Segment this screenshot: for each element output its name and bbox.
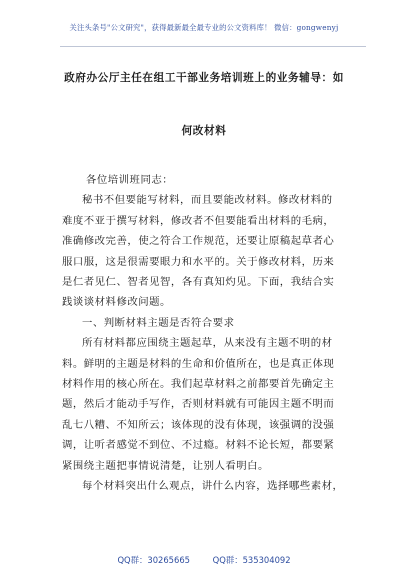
text-line: 调，让听者感觉不到位、不过瘾。材料不论长短，都要紧 [62,439,335,452]
text-line: 是仁者见仁、智者见智，各有真知灼见。下面，我结合实 [62,276,335,289]
document-body [62,170,368,497]
text-line: 紧围绕主题把事情说清楚，让别人看明白。 [62,459,269,472]
text-line: 服口服，这是很需要眼力和水平的。关于修改材料，历来 [62,255,335,268]
salutation: 各位培训班同志： [86,174,174,186]
footer-qq-group-2: QQ群：535304092 [212,555,291,565]
text-line: 乱七八糟、不知所云；该体现的没有体现，该强调的没强 [62,418,335,431]
footer-qq-group-1: QQ群：30265665 [117,555,190,565]
intro-paragraph [62,190,368,312]
section-paragraph [62,333,368,476]
section-heading: 一、判断材料主题是否符合要求 [82,316,235,329]
text-line: 所有材料都应围绕主题起草，从来没有主题不明的材 [82,337,333,350]
footer-contacts [0,554,408,566]
text-line: 材料作用的核心所在。我们起草材料之前都要首先确定主 [62,378,335,391]
header-divider [60,46,366,47]
text-line: 秘书不但要能写材料，而且要能改材料。修改材料的 [82,194,333,207]
text-line: 难度不亚于撰写材料，修改者不但要能看出材料的毛病， [62,214,335,227]
text-line: 每个材料突出什么观点，讲什么内容，选择哪些素材， [82,480,344,493]
text-line: 料。鲜明的主题是材料的生命和价值所在，也是真正体现 [62,357,335,370]
text-line: 题，然后才能动手写作，否则材料就有可能因主题不明而 [62,398,335,411]
document-title-line-1: 政府办公厅主任在组工干部业务培训班上的业务辅导：如 [64,72,344,84]
text-line: 准确修改完善，使之符合工作规范，还要让原稿起草者心 [62,235,335,248]
next-paragraph [62,476,368,496]
document-title-line-2: 何改材料 [181,125,227,137]
header-note: 关注头条号"公文研究"，获得最新最全最专业的公文资料库！ 微信：gongwenyj [69,23,339,32]
text-line: 践谈谈材料修改问题。 [62,296,171,309]
